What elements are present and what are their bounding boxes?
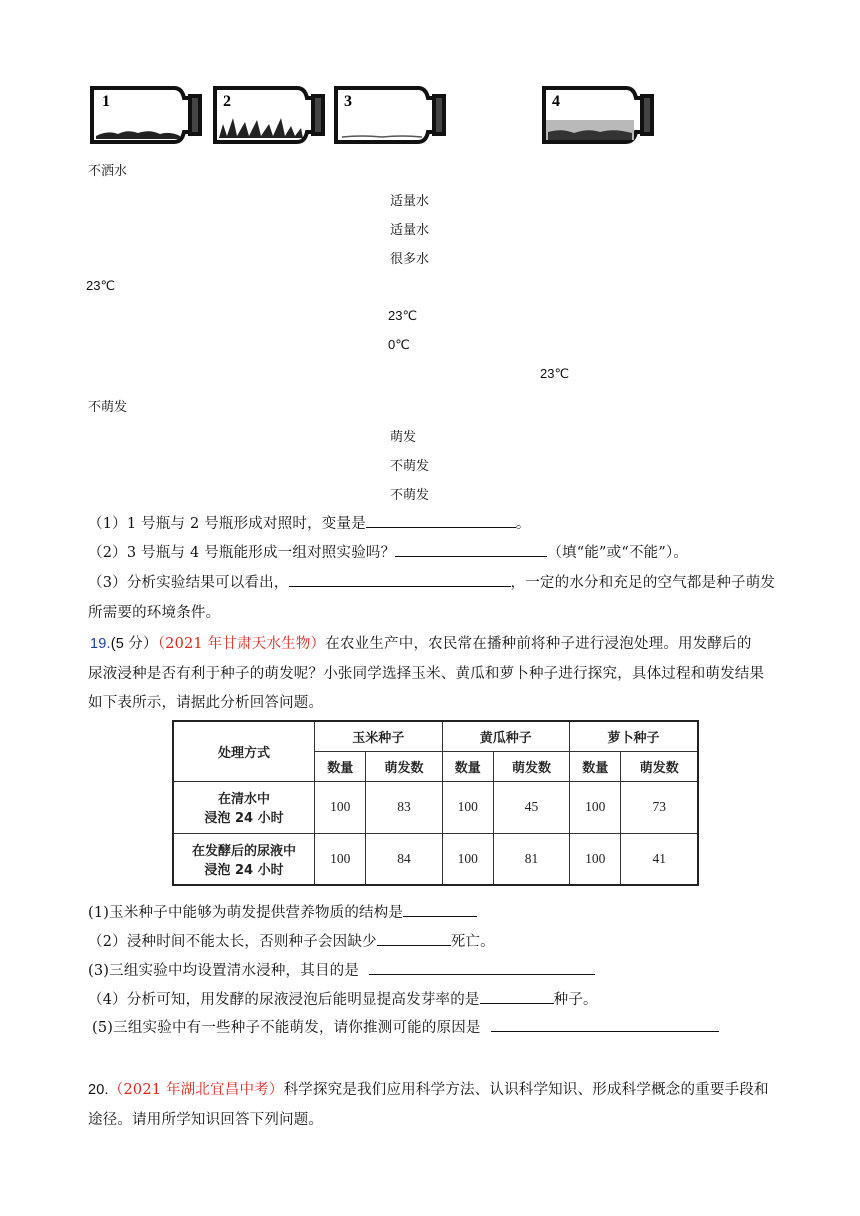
table-subheader: 萌发数 (493, 751, 569, 781)
table-cell: 100 (442, 833, 493, 885)
answer-blank[interactable] (403, 902, 477, 917)
q20-intro-line-1: 20.（2021 年湖北宜昌中考）科学探究是我们应用科学方法、认识科学知识、形成科学概念的重要手段和 (88, 1082, 769, 1098)
water-label-2: 适量水 (390, 194, 430, 209)
q18-question-2: （2）3 号瓶与 4 号瓶能形成一组对照实验吗？ （填“能”或“不能”）。 (88, 541, 688, 562)
result-label-2: 萌发 (390, 430, 417, 445)
table-cell: 81 (493, 833, 569, 885)
table-cell: 83 (366, 781, 442, 833)
table-subheader: 萌发数 (621, 751, 698, 781)
q19-intro-line-2: 尿液浸种是否有利于种子的萌发呢？小张同学选择玉米、黄瓜和萝卜种子进行探究，具体过程和萌发结果 (88, 666, 765, 682)
table-cell: 73 (621, 781, 698, 833)
bottle-1 (88, 84, 208, 146)
table-subheader: 萌发数 (366, 751, 442, 781)
q19-question-1: (1)玉米种子中能够为萌发提供营养物质的结构是 (88, 901, 477, 922)
table-cell: 84 (366, 833, 442, 885)
q19-question-4: （4）分析可知，用发酵的尿液浸泡后能明显提高发芽率的是 种子。 (88, 988, 598, 1009)
question-number: 19. (90, 636, 111, 652)
answer-blank[interactable] (366, 513, 516, 528)
q20-intro-line-2: 途径。请用所学知识回答下列问题。 (88, 1112, 324, 1128)
temp-label-4: 23℃ (540, 366, 570, 381)
q18-question-1: （1）1 号瓶与 2 号瓶形成对照时，变量是 。 (88, 512, 531, 533)
bottle-number: 1 (102, 93, 110, 110)
q19-intro-line-1: 19.(5 分）（2021 年甘肃天水生物）在农业生产中，农民常在播种前将种子进行浸泡处理。用发酵后的 (90, 636, 752, 652)
table-subheader: 数量 (442, 751, 493, 781)
temp-label-3: 0℃ (388, 337, 410, 352)
answer-blank[interactable] (491, 1017, 719, 1032)
temp-label-2: 23℃ (388, 308, 418, 323)
q19-question-5: (5)三组实验中有一些种子不能萌发，请你推测可能的原因是 (92, 1016, 719, 1037)
q19-question-2: （2）浸种时间不能太长，否则种子会因缺少 死亡。 (88, 930, 495, 951)
seed-germination-table (172, 720, 699, 886)
q18-question-3-continued: 所需要的环境条件。 (88, 605, 221, 621)
bottle-number: 4 (552, 93, 560, 110)
table-cell: 100 (442, 781, 493, 833)
water-label-4: 很多水 (390, 252, 430, 267)
result-label-1: 不萌发 (88, 400, 128, 415)
question-source: （2021 年湖北宜昌中考） (108, 1082, 284, 1098)
table-group-header: 玉米种子 (315, 721, 443, 751)
bottle-number: 2 (223, 93, 231, 110)
table-cell: 100 (315, 781, 366, 833)
row-label: 在清水中 浸泡 24 小时 (173, 781, 315, 833)
table-row (173, 833, 698, 885)
table-cell: 100 (570, 833, 621, 885)
temp-label-1: 23℃ (86, 278, 116, 293)
answer-blank[interactable] (369, 960, 595, 975)
water-label-3: 适量水 (390, 223, 430, 238)
result-label-4: 不萌发 (390, 488, 430, 503)
table-cell: 100 (315, 833, 366, 885)
q19-question-3: (3)三组实验中均设置清水浸种，其目的是 (88, 959, 595, 980)
bottle-2 (211, 84, 331, 146)
table-row (173, 781, 698, 833)
answer-blank[interactable] (377, 931, 451, 946)
table-cell: 100 (570, 781, 621, 833)
table-group-header: 黄瓜种子 (442, 721, 570, 751)
table-group-header: 萝卜种子 (570, 721, 699, 751)
question-number: 20. (88, 1082, 109, 1098)
answer-blank[interactable] (289, 572, 511, 587)
row-label: 在发酵后的尿液中 浸泡 24 小时 (173, 833, 315, 885)
bottle-3 (332, 84, 452, 146)
bottle-number: 3 (344, 93, 352, 110)
question-source: （2021 年甘肃天水生物） (157, 636, 326, 652)
table-corner-header: 处理方式 (173, 721, 315, 781)
q18-question-3: （3）分析实验结果可以看出， ，一定的水分和充足的空气都是种子萌发 (88, 571, 775, 592)
question-score: (5 分） (110, 636, 158, 652)
table-cell: 41 (621, 833, 698, 885)
table-subheader: 数量 (570, 751, 621, 781)
water-label-1: 不洒水 (88, 164, 128, 179)
q19-intro-line-3: 如下表所示，请据此分析回答问题。 (88, 695, 324, 711)
answer-blank[interactable] (395, 542, 547, 557)
table-cell: 45 (493, 781, 569, 833)
table-subheader: 数量 (315, 751, 366, 781)
result-label-3: 不萌发 (390, 459, 430, 474)
bottle-4 (540, 84, 660, 146)
answer-blank[interactable] (480, 989, 554, 1004)
